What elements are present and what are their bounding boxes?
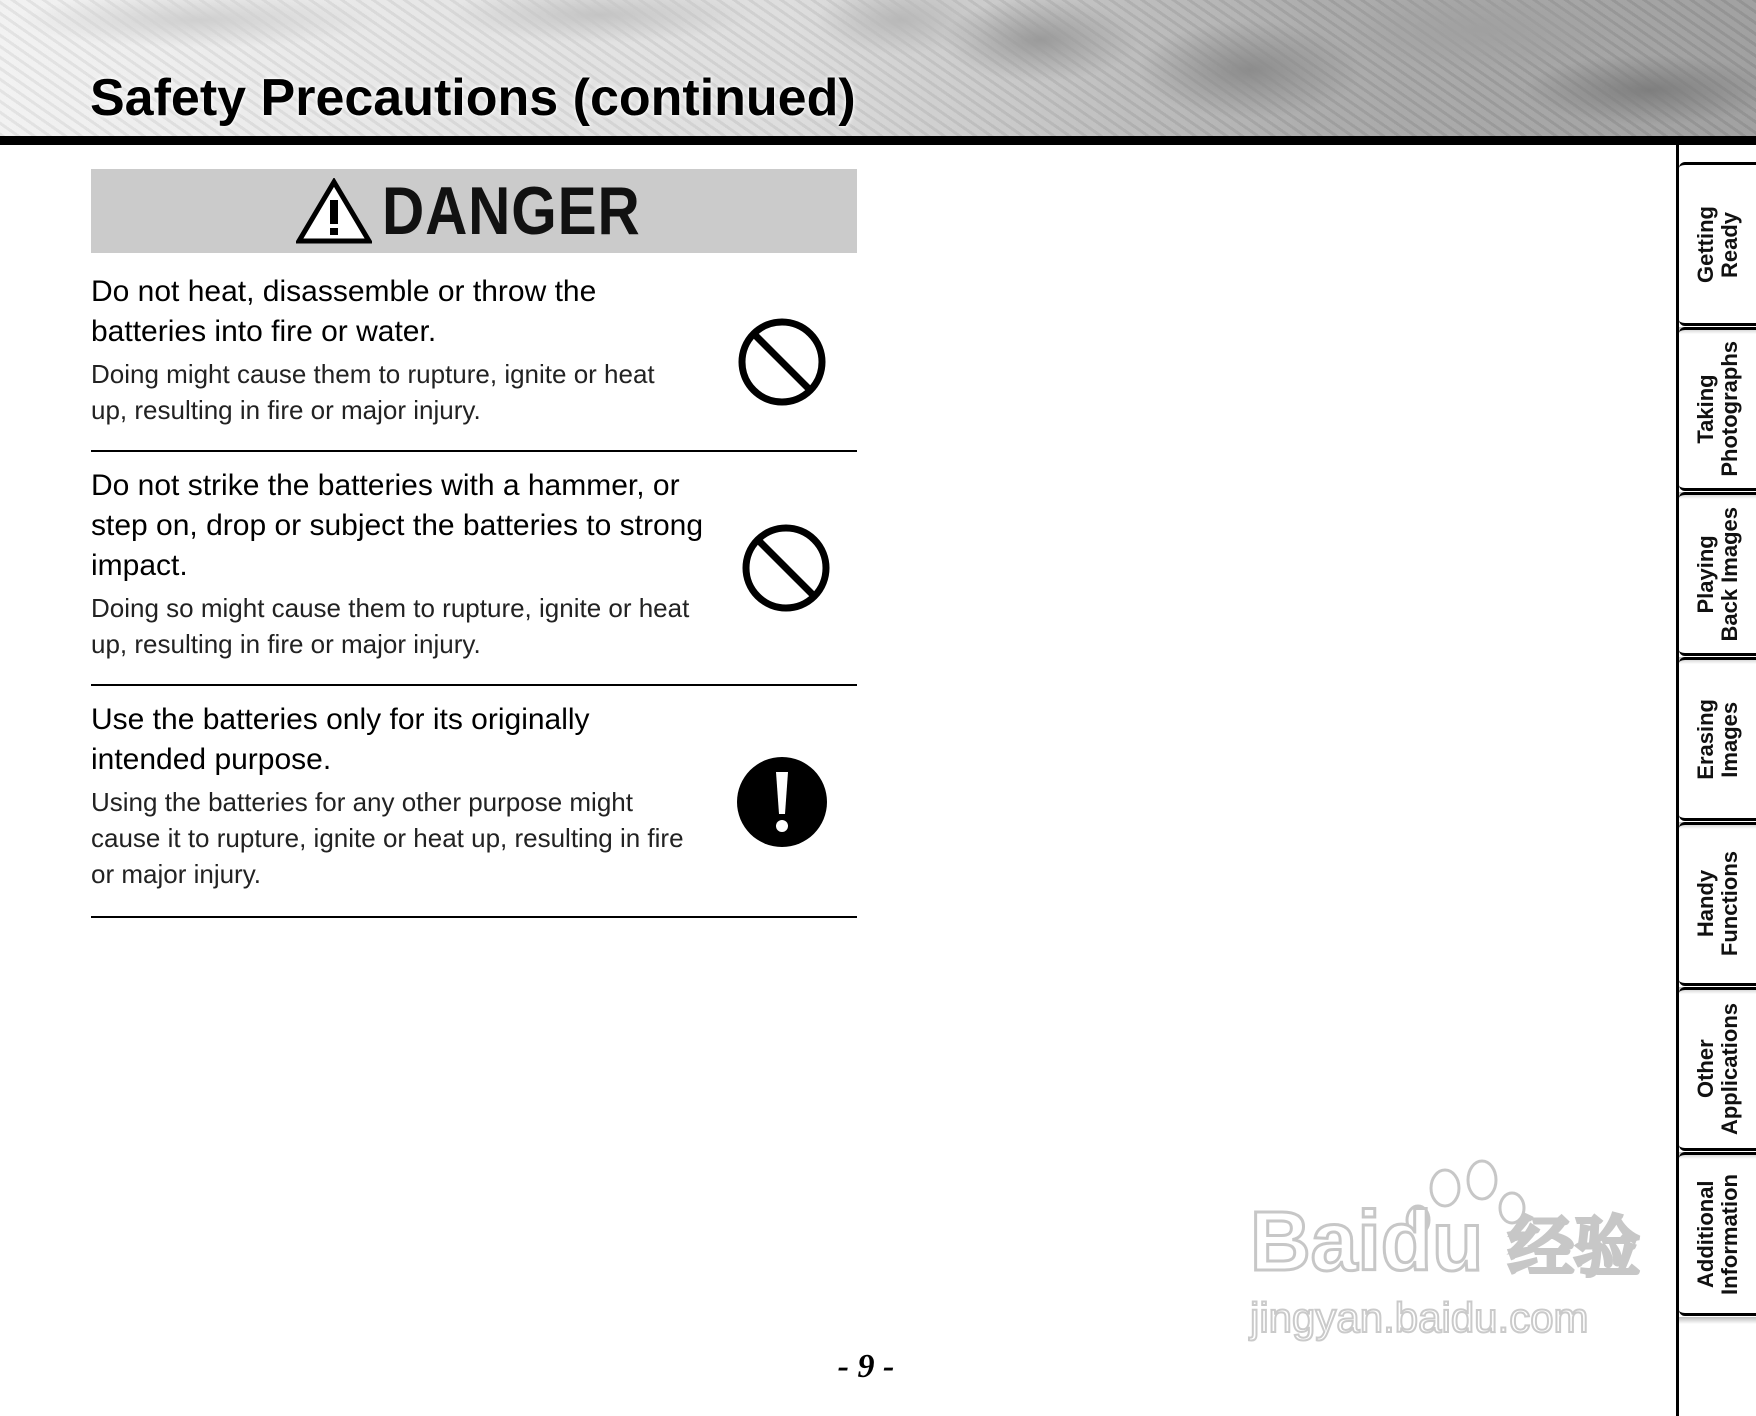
tab-playing-back-images[interactable] (1679, 492, 1756, 656)
watermark-brand: Baidu (1250, 1194, 1484, 1288)
header-rule (0, 136, 1756, 145)
item-heading: Use the batteries only for its originally intended purpose. (91, 703, 590, 776)
tab-label: Playing Back Images (1692, 506, 1742, 642)
tab-taking-photographs[interactable] (1679, 327, 1756, 491)
warning-triangle-icon (296, 178, 372, 244)
tab-label: Getting Ready (1692, 205, 1742, 283)
tab-label: Other Applications (1692, 1002, 1742, 1135)
watermark-cn: 经验 (1508, 1209, 1640, 1286)
item-heading: Do not heat, disassemble or throw the batteries into fire or water. (91, 275, 597, 348)
item-body: Doing so might cause them to rupture, ignite or heat up, resulting in fire or major injury. (91, 593, 690, 659)
danger-label: DANGER (382, 173, 641, 249)
prohibited-icon (740, 522, 832, 614)
safety-item (91, 466, 857, 686)
tab-label: Additional Information (1692, 1173, 1742, 1295)
tab-additional-information[interactable] (1679, 1152, 1756, 1316)
baidu-watermark-logo (1240, 1150, 1660, 1350)
tab-label: Handy Functions (1692, 851, 1742, 957)
page-title: Safety Precautions (continued) (90, 69, 856, 127)
tab-getting-ready[interactable] (1679, 162, 1756, 326)
danger-banner (91, 169, 857, 253)
page-number: - 9 - (837, 1348, 895, 1385)
tab-label: Taking Photographs (1692, 341, 1742, 477)
page-header (0, 0, 1756, 136)
tab-handy-functions[interactable] (1679, 822, 1756, 986)
safety-item (91, 272, 857, 452)
mandatory-action-icon (736, 756, 828, 848)
safety-item (91, 700, 857, 918)
tab-erasing-images[interactable] (1679, 657, 1756, 821)
item-heading: Do not strike the batteries with a hammer, or step on, drop or subject the batteries to strong impact. (91, 469, 704, 582)
watermark-url: jingyan.baidu.com (1250, 1294, 1589, 1341)
item-body: Doing might cause them to rupture, ignite or heat up, resulting in fire or major injury. (91, 359, 655, 425)
tab-label: Erasing Images (1692, 698, 1742, 780)
tab-other-applications[interactable] (1679, 987, 1756, 1151)
item-body: Using the batteries for any other purpose might cause it to rupture, ignite or heat up, resulting in fire or major injury. (91, 787, 684, 889)
prohibited-icon (736, 316, 828, 408)
